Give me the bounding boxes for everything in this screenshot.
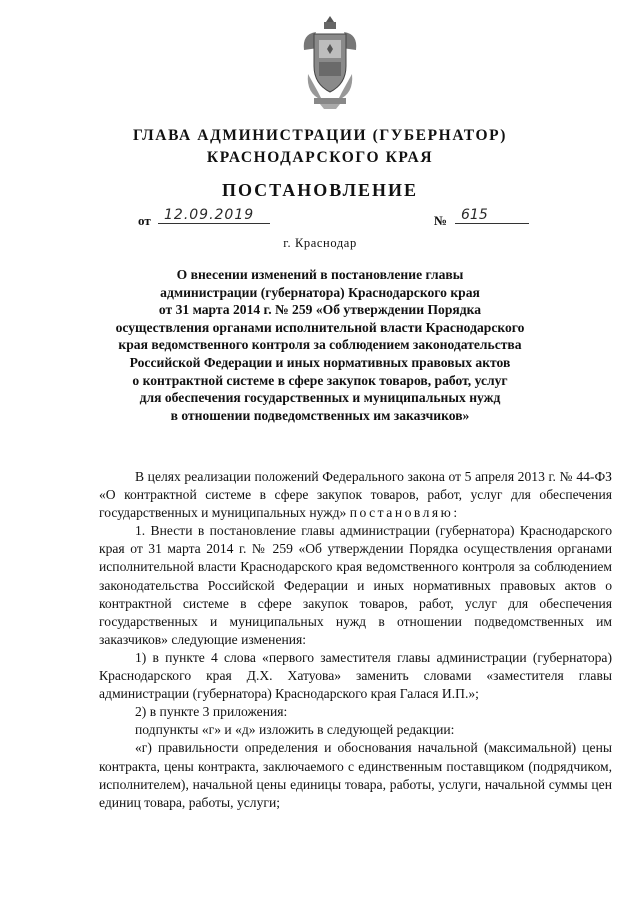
title-line: о контрактной системе в сфере закупок товаров, работ, услуг xyxy=(132,372,508,388)
title-line: О внесении изменений в постановление главы xyxy=(176,267,464,282)
org-name-line2: КРАСНОДАРСКОГО КРАЯ xyxy=(206,149,434,166)
date-number-line xyxy=(0,207,640,231)
intro-text: В целях реализации положений Федерального закона от 5 апреля 2013 г. № 44-ФЗ «О контрактной системе в сфере закупок товаров, работ, услуг для обеспечения государственных и муниципальных нужд» xyxy=(99,469,612,521)
number-prefix: № xyxy=(434,213,448,228)
paragraph-2: 1) в пункте 4 слова «первого заместителя главы администрации (губернатора) Краснодарского края Д.Х. Хатуова» заменить словами «заместителя главы администрации (губернатора) Краснодарского края Галася И.П.»; xyxy=(99,649,612,702)
date-value: 12.09.2019 xyxy=(158,207,270,224)
title-line: Российской Федерации и иных нормативных правовых актов xyxy=(129,354,511,370)
title-line: осуществления органами исполнительной власти Краснодарского xyxy=(115,319,525,335)
title-line: в отношении подведомственных им заказчиков» xyxy=(170,407,470,423)
intro-paragraph xyxy=(99,468,612,522)
title-line: для обеспечения государственных и муниципальных нужд xyxy=(139,390,501,406)
title-line: администрации (губернатора) Краснодарского края xyxy=(160,284,480,300)
paragraph-1: 1. Внести в постановление главы администрации (губернатора) Краснодарского края от 31 марта 2014 г. № 259 «Об утверждении Порядка осуществления органами исполнительной власти Краснодарского края ведомственного контроля за соблюдением законодательства Российской Федерации и иных нормативных правовых актов о контрактной системе в сфере закупок товаров, работ, услуг для обеспечения государственных и муниципальных нужд в отношении подведомственных им заказчиков» следующие изменения: xyxy=(99,523,612,647)
document-title xyxy=(110,266,530,424)
coat-of-arms-icon xyxy=(300,14,360,110)
paragraph-3: 2) в пункте 3 приложения: xyxy=(135,704,288,720)
title-line: края ведомственного контроля за соблюдением законодательства xyxy=(118,337,522,353)
paragraph-5: «г) правильности определения и обоснования начальной (максимальной) цены контракта, цены контракта, заключаемого с единственным поставщиком (подрядчиком, исполнителем), начальной цены единицы товара, работы, услуги, начальной суммы цен единиц товара, работы, услуги; xyxy=(99,740,612,810)
date-prefix: от xyxy=(138,213,151,228)
org-name-line1: ГЛАВА АДМИНИСТРАЦИИ (ГУБЕРНАТОР) xyxy=(133,127,507,144)
intro-verb: постановляю: xyxy=(349,505,460,521)
document-body xyxy=(99,468,612,812)
city: г. Краснодар xyxy=(283,236,357,250)
paragraph-4: подпункты «г» и «д» изложить в следующей редакции: xyxy=(135,722,455,738)
title-line: от 31 марта 2014 г. № 259 «Об утверждении Порядка xyxy=(158,302,482,318)
number-value: 615 xyxy=(455,207,529,224)
document-type: ПОСТАНОВЛЕНИЕ xyxy=(221,180,419,200)
